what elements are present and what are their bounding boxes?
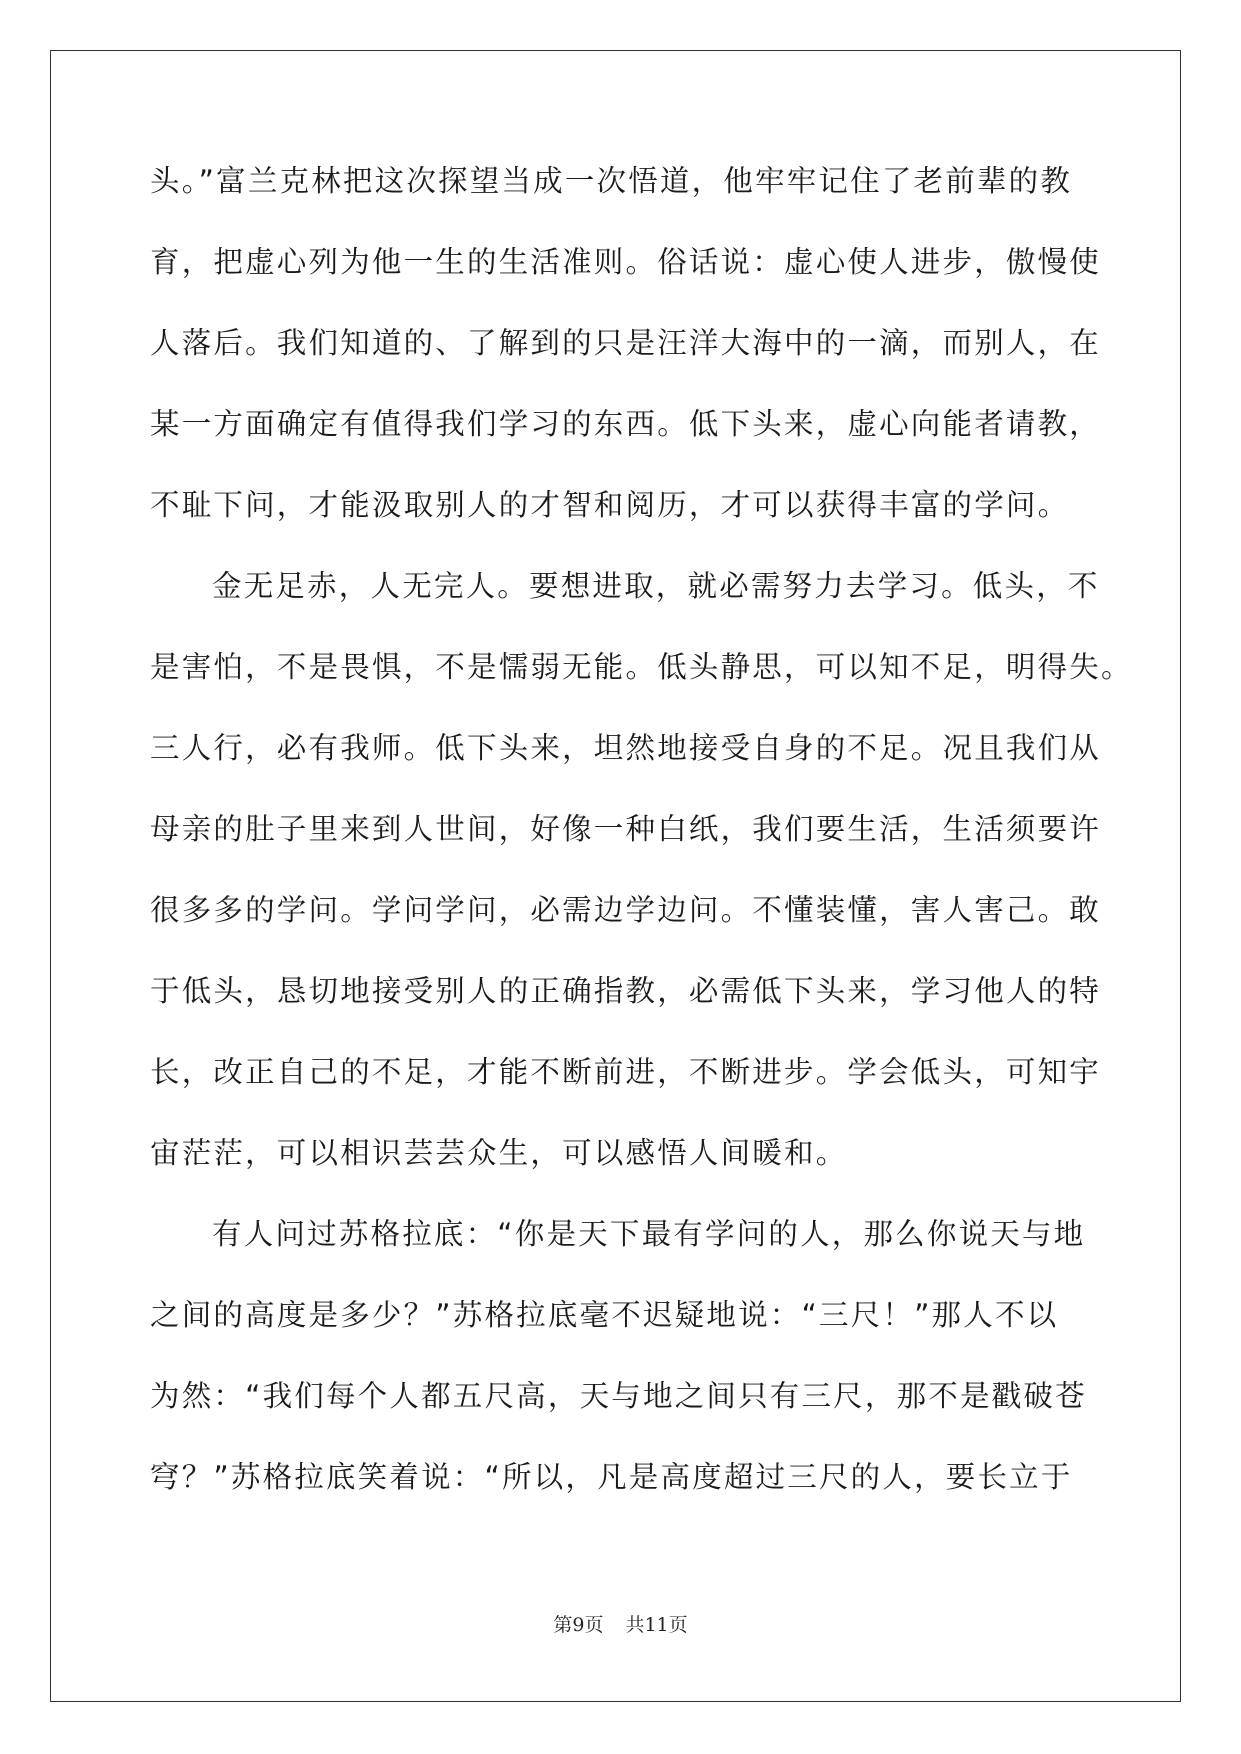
page-footer xyxy=(0,1610,1241,1637)
text-line: 之间的高度是多少？”苏格拉底毫不迟疑地说：“三尺！”那人不以 xyxy=(150,1298,1059,1332)
text-line: 为然：“我们每个人都五尺高，天与地之间只有三尺，那不是戳破苍 xyxy=(150,1379,1087,1413)
text-line: 金无足赤，人无完人。要想进取，就必需努力去学习。低头，不 xyxy=(212,569,1100,603)
text-line: 很多多的学问。学问学问，必需边学边问。不懂装懂，害人害己。敢 xyxy=(150,893,1102,927)
text-line: 人落后。我们知道的、了解到的只是汪洋大海中的一滴，而别人，在 xyxy=(150,326,1102,360)
text-line: 头。”富兰克林把这次探望当成一次悟道，他牢牢记住了老前辈的教 xyxy=(150,164,1073,198)
text-line: 某一方面确定有值得我们学习的东西。低下头来，虚心向能者请教， xyxy=(150,407,1102,441)
total-pages-label: 共11页 xyxy=(625,1614,688,1636)
body-text xyxy=(150,163,1133,1540)
current-page-label: 第9页 xyxy=(553,1614,604,1636)
text-line: 穹？”苏格拉底笑着说：“所以，凡是高度超过三尺的人，要长立于 xyxy=(150,1460,1073,1494)
text-line: 育，把虚心列为他一生的生活准则。俗话说：虚心使人进步，傲慢使 xyxy=(150,245,1102,279)
text-line: 是害怕，不是畏惧，不是懦弱无能。低头静思，可以知不足，明得失。 xyxy=(150,650,1133,684)
text-line: 三人行，必有我师。低下头来，坦然地接受自身的不足。况且我们从 xyxy=(150,731,1102,765)
text-line: 有人问过苏格拉底：“你是天下最有学问的人，那么你说天与地 xyxy=(212,1217,1086,1251)
text-line: 不耻下问，才能汲取别人的才智和阅历，才可以获得丰富的学问。 xyxy=(150,488,1070,522)
text-line: 宙茫茫，可以相识芸芸众生，可以感悟人间暖和。 xyxy=(150,1136,848,1170)
text-line: 母亲的肚子里来到人世间，好像一种白纸，我们要生活，生活须要许 xyxy=(150,812,1102,846)
text-line: 长，改正自己的不足，才能不断前进，不断进步。学会低头，可知宇 xyxy=(150,1055,1102,1089)
text-line: 于低头，恳切地接受别人的正确指教，必需低下头来，学习他人的特 xyxy=(150,974,1102,1008)
